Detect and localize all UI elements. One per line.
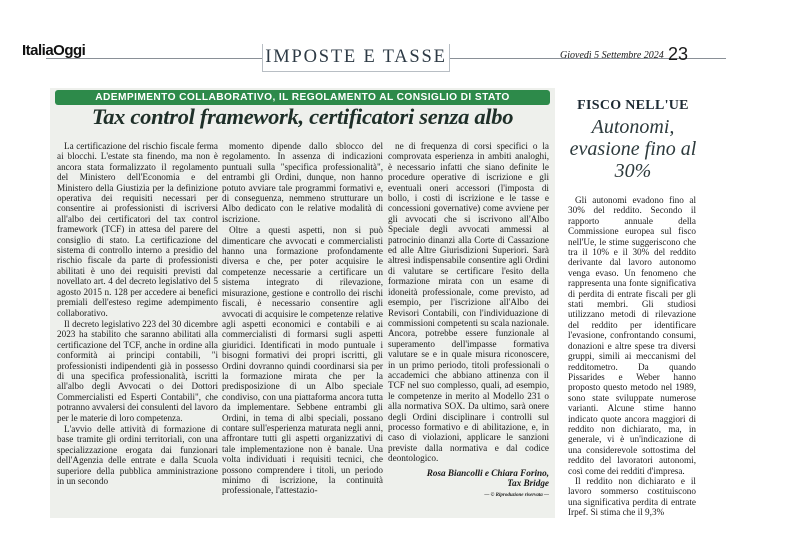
page-number: 23 [668, 44, 689, 64]
copyright-note: — © Riproduzione riservata — [484, 493, 549, 499]
article-kicker: ADEMPIMENTO COLLABORATIVO, IL REGOLAMENTO AL CONSIGLIO DI STATO [55, 90, 550, 105]
paragraph: momento dipende dallo sblocco del regolamento. In assenza di indicazioni puntuali sulla "specifica professionalità", entrambi gli Ordini, dunque, non hanno potuto avviare tale programmi formativi e, di conseguenza, nemmeno strutturare un Albo dedicato con le relative modalità di iscrizione. [222, 141, 383, 224]
article-column-3 [388, 141, 549, 502]
authors: Rosa Biancolli e Chiara Forino, [426, 467, 549, 478]
paragraph: Gli autonomi evadono fino al 30% del reddito. Secondo il rapporto annuale della Commissione europea sul fisco nell'Ue, le stime suggeriscono che tra il 10% e il 30% del reddito derivante dal lavoro autonomo venga evaso. Un fenomeno che rappresenta una fonte significativa di perdita di entrate fiscali per gli stati membri. Gli studiosi utilizzano metodi di rilevazione del reddito per identificare l'evasione, confrontando consumi, donazioni e altre spese tra diversi gruppi, simili ai meccanismi del redditometro. Da quando Pissarides e Weber hanno proposto questo metodo nel 1989, sono state sviluppate numerose varianti. Alcune stime hanno indicato quote ancora maggiori di reddito non dichiarato, ma, in generale, vi è un'indicazione di una considerevole sottostima del reddito del lavoratori autonomi, così come dei redditi d'impresa. [568, 195, 696, 476]
paragraph: La certificazione del rischio fiscale ferma ai blocchi. L'estate sta finendo, ma non è ancora stata formalizzato il regolamento del Ministero dell'Economia e del Ministero della Giustizia per la definizione operativa dei requisiti necessari per consentire ai professionisti di iscriversi all'albo dei certificatori del tax control framework (TCF) in attesa del parere del consiglio di stato. La certificazione del sistema di controllo interno a presidio del rischio fiscale da parte di professionisti abilitati è uno dei requisiti previsti dal novellato art. 4 del decreto legislativo del 5 agosto 2015 n. 128 per accedere ai benefici premiali dell'esteso regime adempimento collaborativo. [57, 141, 218, 318]
sidebar-kicker: FISCO NELL'UE [577, 98, 689, 113]
section-title: IMPOSTE E TASSE [262, 44, 450, 72]
organization: Tax Bridge [507, 478, 549, 488]
issue-date: Giovedì 5 Settembre 2024 [560, 50, 664, 61]
sidebar-header [568, 98, 698, 182]
article-column-2 [222, 141, 383, 496]
masthead-logo: ItaliaOggi [22, 42, 86, 59]
paragraph: ne di frequenza di corsi specifici o la comprovata esperienza in ambiti analoghi, è necessario infatti che siano definite le procedure operative di iscrizione e gli eventuali oneri accessori (l'imposta di bollo, i costi di iscrizione e le tasse e concessioni governative) come avviene per gli avvocati che si iscrivono all'Albo Speciale degli avvocati ammessi al patrocinio dinanzi alla Corte di Cassazione ed alle Altre Giurisdizioni Superiori. Sarà altresì indispensabile consentire agli Ordini di valutare se certificare l'esito della formazione mirata con un esame di idoneità professionale, come previsto, ad esempio, per l'iscrizione all'Albo dei Revisori Contabili, con l'individuazione di commissioni competenti su scala nazionale. Ancora, potrebbe essere funzionale al superamento dell'impasse formativa valutare se e in quale misura riconoscere, in un primo periodo, titoli professionali o accademici che abbiano attinenza con il TCF nel suo complesso, quali, ad esempio, le competenze in merito al Modello 231 o alla normativa SOX. Da ultimo, sarà onere degli Ordini disciplinare i controlli sul processo formativo e di abilitazione, e, in caso di violazioni, applicare le sanzioni previste dalla normativa e dal codice deontologico. [388, 141, 549, 464]
sidebar-title: Autonomi, evasione fino al 30% [569, 116, 697, 182]
paragraph: Il reddito non dichiarato e il lavoro sommerso costituiscono una significativa perdita di entrate Irpef. Si stima che il 9,3% [568, 475, 696, 518]
article-headline: Tax control framework, certificatori senza albo [91, 104, 514, 129]
paragraph: Oltre a questi aspetti, non si può dimenticare che avvocati e commercialisti hanno una formazione profondamente diversa e che, per poter acquisire le competenze necessarie a certificare un sistema integrato di rilevazione, misurazione, gestione e controllo dei rischi fiscali, è necessario consentire agli avvocati di acquisire le competenze relative agli aspetti economici e contabili e ai commercialisti di formarsi sugli aspetti giuridici. Identificati in modo puntuale i bisogni formativi dei propri iscritti, gli Ordini dovranno quindi coordinarsi sia per la formazione mirata che per la predisposizione di un Albo speciale condiviso, con una piattaforma ancora tutta da implementare. Sebbene entrambi gli Ordini, in tema di albi speciali, possano contare sull'esperienza maturata negli anni, affrontare tutti gli aspetti organizzativi di tale implementazione non è banale. Una volta individuati i requisiti tecnici, che possono comprendere i titoli, un periodo minimo di iscrizione, la continuità professionale, l'attestazio- [222, 225, 383, 496]
paragraph: Il decreto legislativo 223 del 30 dicembre 2023 ha stabilito che saranno abilitati alla certificazione del TCF, anche in ordine alla conformità ai principi contabili, "i professionisti indipendenti già in possesso di una specifica professionalità, iscritti all'albo degli Avvocati o dei Dottori Commercialisti ed Esperti Contabili", che potranno avvalersi dei consulenti del lavoro per le materie di loro competenza. [57, 318, 218, 423]
article-column-1 [57, 141, 218, 486]
sidebar-body [568, 195, 696, 518]
byline [388, 468, 549, 502]
paragraph: L'avvio delle attività di formazione di base tramite gli ordini territoriali, con una specializzazione erogata dai funzionari dell'Agenzia delle entrate e dalla Scuola superiore della pubblica amministrazione in un secondo [57, 423, 218, 486]
